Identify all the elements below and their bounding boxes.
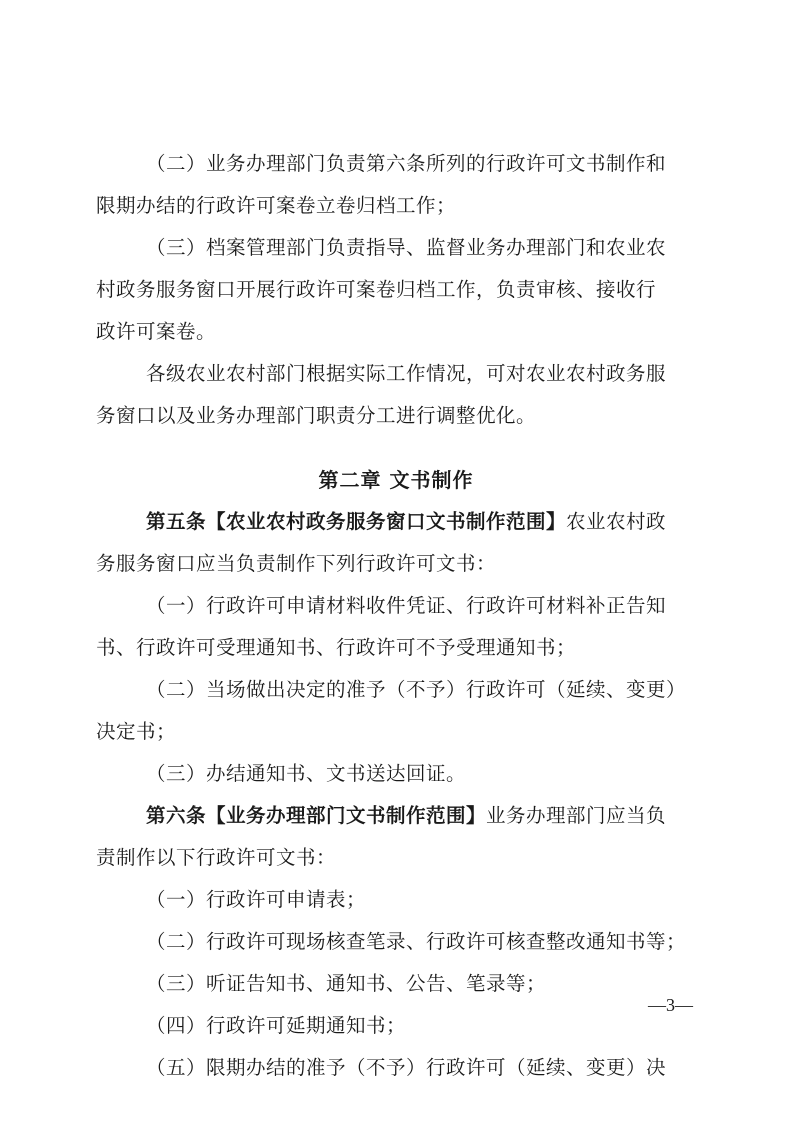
article-5-item: （二）当场做出决定的准予（不予）行政许可（延续、变更） xyxy=(146,678,687,701)
article-6-line-2: 责制作以下行政许可文书： xyxy=(96,846,337,869)
article-6-item: （二）行政许可现场核查笔录、行政许可核查整改通知书等； xyxy=(146,930,687,953)
article-5-item: （三）办结通知书、文书送达回证。 xyxy=(146,762,467,785)
article-5-line xyxy=(146,510,696,534)
article-5-item: 书、行政许可受理通知书、行政许可不予受理通知书； xyxy=(96,636,577,659)
paragraph-line: 各级农业农村部门根据实际工作情况，可对农业农村政务服 xyxy=(146,362,667,385)
paragraph-line: 限期办结的行政许可案卷立卷归档工作； xyxy=(96,194,457,217)
paragraph-line: 村政务服务窗口开展行政许可案卷归档工作，负责审核、接收行 xyxy=(96,278,657,301)
article-6-text: 业务办理部门应当负 xyxy=(486,804,667,827)
page-number: —3— xyxy=(648,995,693,1015)
paragraph-line: 政许可案卷。 xyxy=(96,320,217,343)
article-6-label: 第六条【业务办理部门文书制作范围】 xyxy=(146,804,487,827)
article-6-item: （三）听证告知书、通知书、公告、笔录等； xyxy=(146,972,547,995)
article-6-item: （一）行政许可申请表； xyxy=(146,888,367,911)
article-5-item: 决定书； xyxy=(96,720,177,743)
chapter-title: 第二章 文书制作 xyxy=(318,468,474,492)
article-6-item: （四）行政许可延期通知书； xyxy=(146,1014,407,1037)
paragraph-line: 务窗口以及业务办理部门职责分工进行调整优化。 xyxy=(96,404,537,427)
paragraph-line: （二）业务办理部门负责第六条所列的行政许可文书制作和 xyxy=(146,152,667,175)
article-6-line xyxy=(146,804,696,828)
article-5-label: 第五条【农业农村政务服务窗口文书制作范围】 xyxy=(146,510,567,533)
article-6-item: （五）限期办结的准予（不予）行政许可（延续、变更）决 xyxy=(146,1056,667,1079)
paragraph-line: （三）档案管理部门负责指导、监督业务办理部门和农业农 xyxy=(146,236,667,259)
article-5-line-2: 务服务窗口应当负责制作下列行政许可文书： xyxy=(96,552,497,575)
article-5-item: （一）行政许可申请材料收件凭证、行政许可材料补正告知 xyxy=(146,594,667,617)
article-5-text: 农业农村政 xyxy=(566,510,667,533)
